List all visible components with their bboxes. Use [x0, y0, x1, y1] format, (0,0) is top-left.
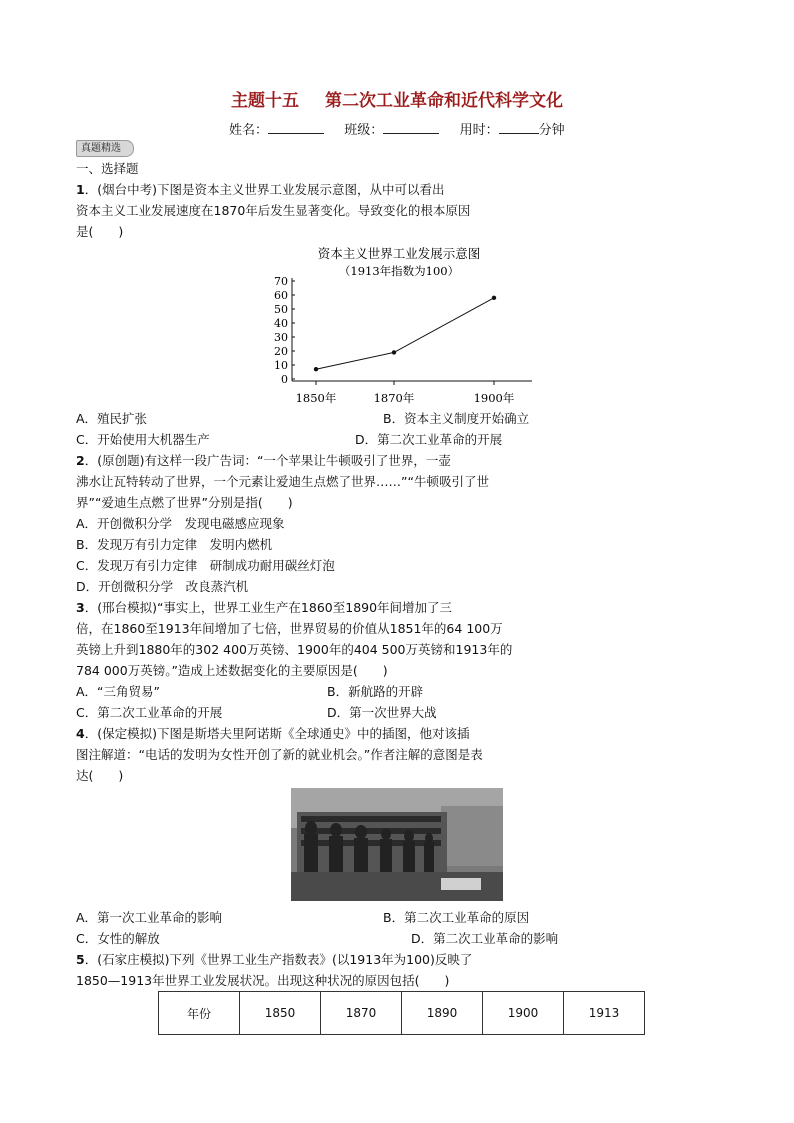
x-ticks: [296, 381, 515, 405]
table-cell: 1870: [321, 992, 402, 1035]
name-blank[interactable]: [268, 120, 324, 134]
q3-line-1: [76, 599, 452, 617]
y-tick-label: 20: [274, 345, 288, 358]
data-point: [492, 296, 496, 300]
title-subject: 第二次工业革命和近代科学文化: [325, 91, 563, 111]
chart-title: 资本主义世界工业发展示意图: [317, 246, 481, 261]
student-fields: [229, 119, 565, 138]
y-tick-label: 30: [274, 331, 288, 344]
q5-text-1: ．(石家庄模拟)下列《世界工业生产指数表》(以1913年为100)反映了: [84, 952, 473, 967]
q2-line-2: 沸水让瓦特转动了世界，一个元素让爱迪生点燃了世界……”“牛顿吸引了世: [76, 474, 489, 489]
q4-option-c[interactable]: C．女性的解放: [76, 931, 160, 946]
q1-option-a[interactable]: A．殖民扩张: [76, 411, 148, 426]
q2-option-a[interactable]: A．开创微积分学 发现电磁感应现象: [76, 516, 285, 531]
q2-line-1: [76, 452, 451, 470]
y-tick-label: 60: [274, 289, 288, 302]
q3-line-3: 英镑上升到1880年的302 400万英镑、1900年的404 500万英镑和1913年的: [76, 642, 513, 657]
y-tick-label: 50: [274, 303, 288, 316]
q3-line-2: 倍，在1860至1913年间增加了七倍，世界贸易的价值从1851年的64 100万: [76, 621, 503, 636]
q1-text-1: ．(烟台中考)下图是资本主义世界工业发展示意图，从中可以看出: [84, 182, 445, 197]
telephone-operators-illustration: [291, 788, 503, 901]
q2-option-d[interactable]: D．开创微积分学 改良蒸汽机: [76, 579, 249, 594]
class-blank[interactable]: [383, 120, 439, 134]
q3-line-4: 784 000万英镑。”造成上述数据变化的主要原因是( ): [76, 663, 388, 678]
q1-option-b[interactable]: B．资本主义制度开始确立: [383, 411, 530, 426]
q4-text-1: ．(保定模拟)下图是斯塔夫里阿诺斯《全球通史》中的插图，他对该插: [84, 726, 470, 741]
y-tick-label: 70: [274, 275, 288, 288]
section-heading: 一、选择题: [76, 161, 139, 176]
q4-line-3: 达( ): [76, 768, 124, 783]
q3-number: 3: [76, 600, 85, 615]
q5-line-2: 1850—1913年世界工业发展状况。出现这种状况的原因包括( ): [76, 973, 450, 988]
table-cell: 1890: [402, 992, 483, 1035]
q1-line-1: [76, 181, 444, 199]
time-label: 用时：: [459, 123, 499, 138]
q3-option-a[interactable]: A．“三角贸易”: [76, 684, 161, 699]
table-cell: 年份: [159, 992, 240, 1035]
q3-option-d[interactable]: D．第一次世界大战: [327, 705, 437, 720]
q1-line-3: 是( ): [76, 224, 124, 239]
data-point: [314, 367, 318, 371]
q4-line-2: 图注解道：“电话的发明为女性开创了新的就业机会。”作者注解的意图是表: [76, 747, 483, 762]
q1-option-c[interactable]: C．开始使用大机器生产: [76, 432, 210, 447]
name-label: 姓名：: [229, 123, 269, 138]
q3-option-b[interactable]: B．新航路的开辟: [327, 684, 424, 699]
q2-text-1: ．(原创题)有这样一段广告词：“一个苹果让牛顿吸引了世界，一壶: [84, 453, 451, 468]
q5-line-1: [76, 951, 472, 969]
data-points: [314, 296, 496, 372]
series-line: [316, 298, 494, 369]
q4-option-a[interactable]: A．第一次工业革命的影响: [76, 910, 223, 925]
table-cell: 1900: [483, 992, 564, 1035]
title-topic: 主题十五: [231, 91, 299, 111]
table-cell: 1850: [240, 992, 321, 1035]
q3-text-1: ．(邢台模拟)“事实上，世界工业生产在1860至1890年间增加了三: [84, 600, 453, 615]
x-tick-label: 1870年: [373, 391, 415, 405]
q1-number: 1: [76, 182, 85, 197]
x-tick-label: 1900年: [473, 391, 515, 405]
q2-option-c[interactable]: C．发现万有引力定律 研制成功耐用碳丝灯泡: [76, 558, 335, 573]
y-tick-label: 10: [274, 359, 288, 372]
section-badge: 真题精选: [76, 140, 134, 157]
time-blank[interactable]: [499, 120, 539, 134]
page-title: [0, 86, 794, 111]
class-label: 班级：: [344, 123, 384, 138]
q1-option-d[interactable]: D．第二次工业革命的开展: [355, 432, 503, 447]
q3-option-c[interactable]: C．第二次工业革命的开展: [76, 705, 223, 720]
illustration-sketch: [291, 788, 503, 901]
chart-subtitle: （1913年指数为100）: [338, 264, 460, 278]
y-tick-label: 40: [274, 317, 288, 330]
x-tick-label: 1850年: [295, 391, 337, 405]
q2-line-3: 界”“爱迪生点燃了世界”分别是指( ): [76, 495, 293, 510]
q2-option-b[interactable]: B．发现万有引力定律 发明内燃机: [76, 537, 273, 552]
q5-number: 5: [76, 952, 85, 967]
table-row: [159, 992, 645, 1035]
q4-line-1: [76, 725, 469, 743]
q4-number: 4: [76, 726, 85, 741]
table-cell: 1913: [564, 992, 645, 1035]
q4-option-b[interactable]: B．第二次工业革命的原因: [383, 910, 530, 925]
y-tick-label: 0: [281, 373, 288, 386]
data-point: [392, 350, 396, 354]
industry-line-chart: [254, 244, 544, 409]
industry-index-table: [158, 991, 645, 1035]
time-unit: 分钟: [538, 123, 565, 138]
q4-option-d[interactable]: D．第二次工业革命的影响: [411, 931, 559, 946]
q1-line-2: 资本主义工业发展速度在1870年后发生显著变化。导致变化的根本原因: [76, 203, 471, 218]
q2-number: 2: [76, 453, 85, 468]
